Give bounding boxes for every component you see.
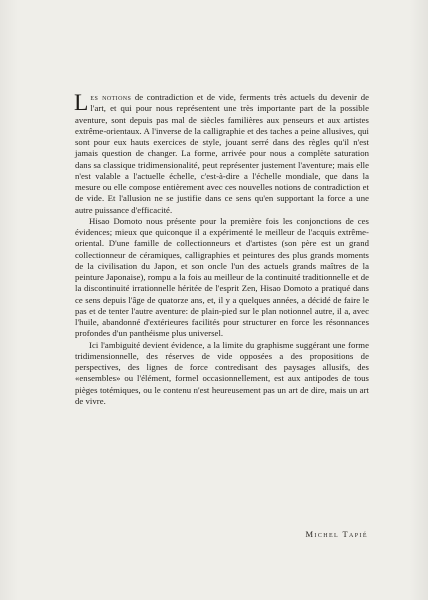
paragraph-1	[75, 92, 369, 216]
essay-text	[75, 92, 369, 407]
paragraph-1-body: de contradiction et de vide, ferments très actuels du devenir de l'art, et qui pour nous représentent une très importante part de la possible aventure, sont depuis pas mal de siècles familières aux penseurs et aux artistes extrême-orientaux. A l'inverse de la calligraphie et des taches a peine allusives, qui sont pour eux hauts exercices de style, jouant serré dans des règles qu'il n'est jamais question de changer. La forme, arrivée pour nous a complète saturation dans sa classique tridimensionalité, peut représenter justement l'aventure; mais elle n'est valable a l'actuelle échelle, c'est-à-dire a l'échelle mondiale, que dans la mesure ou elle compose entièrement avec ces nouvelles notions de contradiction et de vide. Et l'allusion ne se justifie dans ce sens qu'en supportant la force a une autre puissance d'efficacité.	[75, 92, 369, 215]
lead-in-smallcaps: es notions	[90, 92, 132, 102]
paragraph-3: Ici l'ambiguité devient évidence, a la limite du graphisme suggérant une forme tridimensionnelle, des réserves de vide opposées a des propositions de perspectives, des lignes de force contredisant des paysages allusifs, des «ensembles» ou l'élément, formel occasionnellement, est aux antipodes de tous pièges totémiques, ou le contenu n'est heureusement pas un art de dire, mais un art de vivre.	[75, 339, 369, 406]
author-signature: Michel Tapié	[305, 529, 368, 539]
paragraph-2: Hisao Domoto nous présente pour la première fois les conjonctions de ces évidences; mieux que quiconque il a expérimenté le meilleur de l'acquis extrême-oriental. D'une famille de collectionneurs et d'artistes (son père est un grand collectionneur de céramiques, calligraphies et peintures des plus grands moments de la civilisation du Japon, et son oncle l'un des actuels grands maîtres de la peinture Japonaise), rompu a la fois au meilleur de la continuité traditionnelle et de la discontinuité irrationnelle héritée de l'esprit Zen, Hisao Domoto a pratiqué dans ce sens depuis l'âge de quatorze ans, et, il y a quelques années, a décidé de faire le pas et de tenter l'autre aventure: de plain-pied sur le plan notionnel autre, il a, avec l'huile, abandonné d'extérieures facilités pour structurer en force les résonnances profondes d'un panthéisme plus universel.	[75, 215, 369, 339]
drop-cap: L	[74, 90, 89, 116]
